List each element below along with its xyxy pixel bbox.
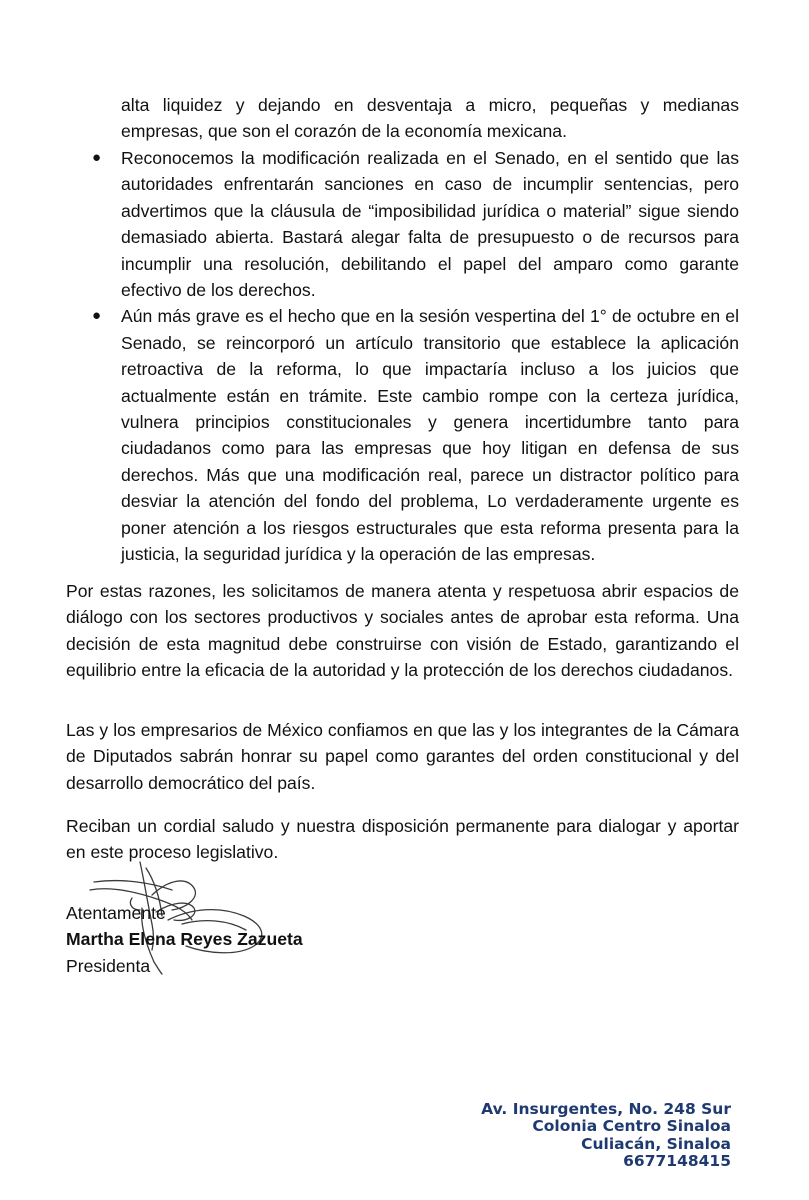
intro-continuation: alta liquidez y dejando en desventaja a micro, pequeñas y medianas empresas, que son el corazón de la economía mexicana. — [121, 95, 739, 142]
closing-block — [66, 900, 303, 979]
address-city: Culiacán, Sinaloa — [581, 1134, 731, 1153]
list-item — [92, 145, 739, 303]
bullet-icon: ● — [92, 307, 102, 325]
body-paragraph: Reciban un cordial saludo y nuestra disposición permanente para dialogar y aportar en este proceso legislativo. — [66, 816, 739, 863]
body-paragraph: Las y los empresarios de México confiamos en que las y los integrantes de la Cámara de Diputados sabrán honrar su papel como garantes del orden constitucional y del desarrollo democrático del país. — [66, 720, 739, 793]
address-phone: 6677148415 — [623, 1151, 731, 1170]
bullet-text: Reconocemos la modificación realizada en el Senado, en el sentido que las autoridades enfrentarán sanciones en caso de incumplir sentencias, pero advertimos que la cláusula de “imposibilidad jurídica o material” sigue siendo demasiado abierta. Bastará alegar falta de presupuesto o de recursos para incumplir una resolución, debilitando el papel del amparo como garante efectivo de los derechos. — [121, 148, 739, 301]
bullet-icon: ● — [92, 149, 102, 166]
signer-title: Presidenta — [66, 955, 151, 976]
address-street: Av. Insurgentes, No. 248 Sur — [481, 1100, 731, 1118]
signer-name: Martha Elena Reyes Zazueta — [66, 929, 303, 950]
list-item — [92, 303, 739, 567]
address-colony: Colonia Centro Sinaloa — [532, 1117, 731, 1136]
bullet-text: Aún más grave es el hecho que en la sesión vespertina del 1° de octubre en el Senado, se reincorporó un artículo transitorio que establece la aplicación retroactiva de la reforma, lo que impactaría incluso a los juicios que actualmente están en trámite. Este cambio rompe con la certeza jurídica, vulnera principios constitucionales y genera incertidumbre tanto para ciudadanos como para las empresas que hoy litigan en defensa de sus derechos. Más que una modificación real, parece un distractor político para desviar la atención del fondo del problema, Lo verdaderamente urgente es poner atención a los riesgos estructurales que esta reforma presenta para la justicia, la seguridad jurídica y la operación de las empresas. — [121, 306, 739, 565]
salutation: Atentamente — [66, 903, 166, 923]
body-paragraph: Por estas razones, les solicitamos de manera atenta y respetuosa abrir espacios de diálogo con los sectores productivos y sociales antes de aprobar esta reforma. Una decisión de esta magnitud debe construirse con visión de Estado, garantizando el equilibrio entre la eficacia de la autoridad y la protección de los derechos ciudadanos. — [66, 581, 739, 681]
address-block — [481, 1101, 731, 1170]
bullet-list — [92, 145, 739, 568]
